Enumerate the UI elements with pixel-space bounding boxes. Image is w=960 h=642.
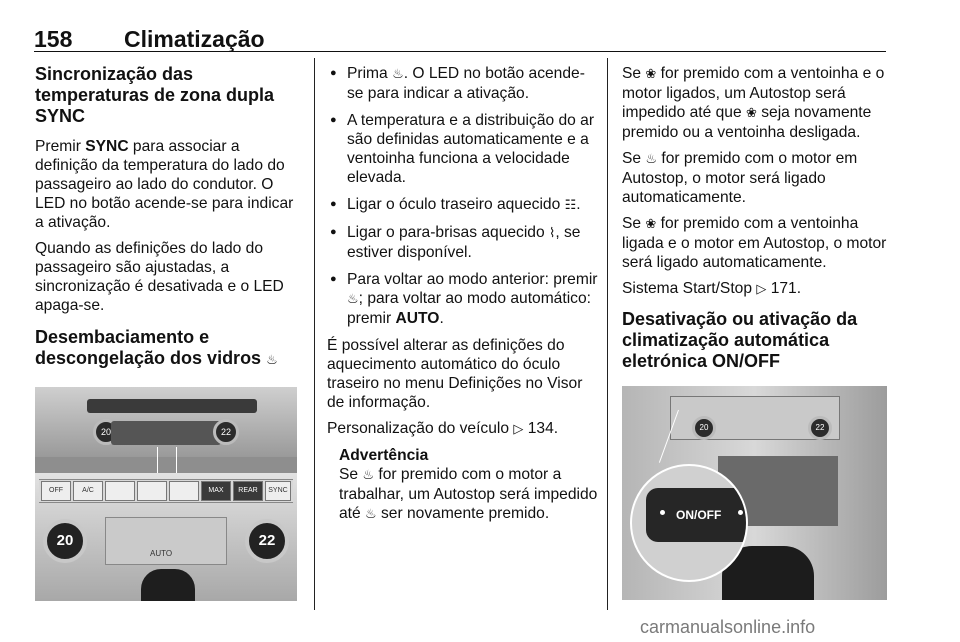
photo-knob-small-left: 20: [692, 416, 716, 440]
paragraph-fan-autostop: [622, 64, 890, 142]
text: Prima: [347, 65, 393, 82]
photo-zoom-circle: [630, 464, 748, 582]
photo-knob-left: 20: [43, 519, 87, 563]
text: , se estiver disponível.: [347, 224, 581, 261]
note-title: Advertência: [339, 447, 429, 464]
text: Personalização do veículo: [327, 420, 514, 437]
fan-icon: ❀: [745, 106, 757, 121]
onoff-button-photo: [622, 386, 887, 600]
fan-icon: ❀: [645, 67, 657, 82]
note-text: [339, 465, 599, 524]
column-1: [35, 64, 303, 601]
photo-knob-small-right: 22: [808, 416, 832, 440]
photo-key-airflow: [169, 481, 199, 501]
photo-knob-small-right: 22: [213, 419, 239, 445]
page-reference[interactable]: 171: [770, 280, 797, 297]
photo-knob-small-left: 20: [93, 419, 119, 445]
text: Premir: [35, 138, 86, 155]
text: Se: [622, 215, 646, 232]
defrost-max-icon: ♨: [365, 507, 377, 522]
photo-key-sync: SYNC: [265, 481, 291, 501]
climate-panel-photo: [35, 387, 297, 601]
heading-defrost: [35, 327, 303, 371]
heading-sync: Sincronização das temperaturas de zona dupla SYNC: [35, 64, 275, 126]
column-divider: [314, 58, 315, 610]
photo-key-recirc: [105, 481, 135, 501]
rear-window-heat-icon: ☷: [564, 198, 577, 213]
onoff-button-label: ON/OFF: [676, 508, 722, 522]
list-item: [327, 64, 599, 103]
onoff-button: [646, 488, 748, 542]
sync-keyword: SYNC: [85, 138, 129, 155]
text: for premido com a ventoinha ligada e o motor em Autostop, o motor será ligado automaticamente.: [622, 215, 887, 271]
defrost-max-icon: ♨: [266, 353, 278, 368]
photo-lower-buttons: [105, 517, 227, 565]
column-2: [327, 64, 599, 530]
auto-keyword: AUTO: [395, 310, 440, 327]
windscreen-heat-icon: ⌇: [548, 226, 556, 241]
paragraph-defrost-autostop: [622, 149, 890, 207]
text: Se: [622, 65, 646, 82]
paragraph-alter: É possível alterar as definições do aquecimento automático do óculo traseiro no menu Definições no Visor de informação.: [327, 337, 583, 411]
watermark: carmanualsonline.info: [640, 617, 816, 637]
fan-icon: ❀: [645, 217, 657, 232]
paragraph-sync: [35, 137, 303, 232]
text: . O LED no botão acende-se para indicar a ativação.: [347, 65, 585, 102]
column-divider: [607, 58, 608, 610]
photo-key-off: OFF: [41, 481, 71, 501]
paragraph-sync-off: Quando as definições do lado do passageiro são ajustadas, a sincronização é desativada e o LED apaga-se.: [35, 240, 284, 314]
chapter-title: Climatização: [124, 26, 265, 52]
note-block: [327, 446, 599, 524]
text: Ligar o óculo traseiro aquecido: [347, 196, 565, 213]
photo-key-max: MAX: [201, 481, 231, 501]
list-item: ● A temperatura e a distribuição do ar são definidas automaticamente e a ventoinha funciona a velocidade elevada.: [327, 111, 599, 187]
defrost-max-icon: ♨: [347, 292, 359, 307]
paragraph-personalization: Personalização do veículo ▷ 134.: [327, 420, 559, 437]
photo-key-auto: AUTO: [150, 549, 173, 558]
list-item: [327, 195, 599, 215]
text: Para voltar ao modo anterior: premir: [347, 271, 598, 288]
page-number: 158: [34, 26, 73, 52]
column-3: [622, 64, 890, 600]
photo-top-buttons: [87, 399, 257, 413]
heading-onoff: Desativação ou ativação da climatização automática eletrónica ON/OFF: [622, 309, 858, 371]
page-header: [34, 26, 886, 52]
photo-knob-right: 22: [245, 519, 289, 563]
text: for premido com o motor em Autostop, o motor será ligado automaticamente.: [622, 150, 858, 206]
heading-text: Desembaciamento e descongelação dos vidros: [35, 327, 262, 368]
list-item: [327, 223, 599, 262]
text: Ligar o para-brisas aquecido: [347, 224, 549, 241]
cross-reference-arrow-icon: ▷: [513, 422, 524, 437]
led-dot: [738, 510, 743, 515]
photo-mid-buttons: [111, 421, 221, 445]
text: Se: [622, 150, 646, 167]
text: ; para voltar ao modo automático: premir: [347, 290, 591, 327]
photo-key-ac: A/C: [73, 481, 103, 501]
led-dot: [660, 510, 665, 515]
text: seja novamente premido ou a ventoinha desligada.: [622, 104, 872, 141]
text: Se: [339, 466, 363, 483]
paragraph-fan-restart: [622, 214, 890, 272]
defrost-max-icon: ♨: [362, 468, 375, 483]
text: .: [576, 196, 581, 213]
text: .: [439, 310, 444, 327]
photo-gear-lever: [141, 569, 195, 601]
paragraph-startstop: Sistema Start/Stop ▷ 171.: [622, 280, 802, 297]
text: para associar a definição da temperatura do lado do passageiro ao lado do condutor. O LED no botão acende-se para indicar a ativação.: [35, 138, 294, 231]
text: ser novamente premido.: [376, 505, 550, 522]
photo-key-airflow: [137, 481, 167, 501]
text: Sistema Start/Stop: [622, 280, 757, 297]
photo-key-rear: REAR: [233, 481, 263, 501]
text: for premido com o motor a trabalhar, um Autostop será impedido até: [339, 466, 598, 522]
list-item: [327, 270, 599, 328]
page-reference[interactable]: 134: [527, 420, 554, 437]
cross-reference-arrow-icon: ▷: [756, 282, 767, 297]
defrost-max-icon: ♨: [645, 152, 658, 167]
defrost-max-icon: ♨: [392, 67, 404, 82]
text: for premido com a ventoinha e o motor ligados, um Autostop será impedido até que: [622, 65, 885, 121]
